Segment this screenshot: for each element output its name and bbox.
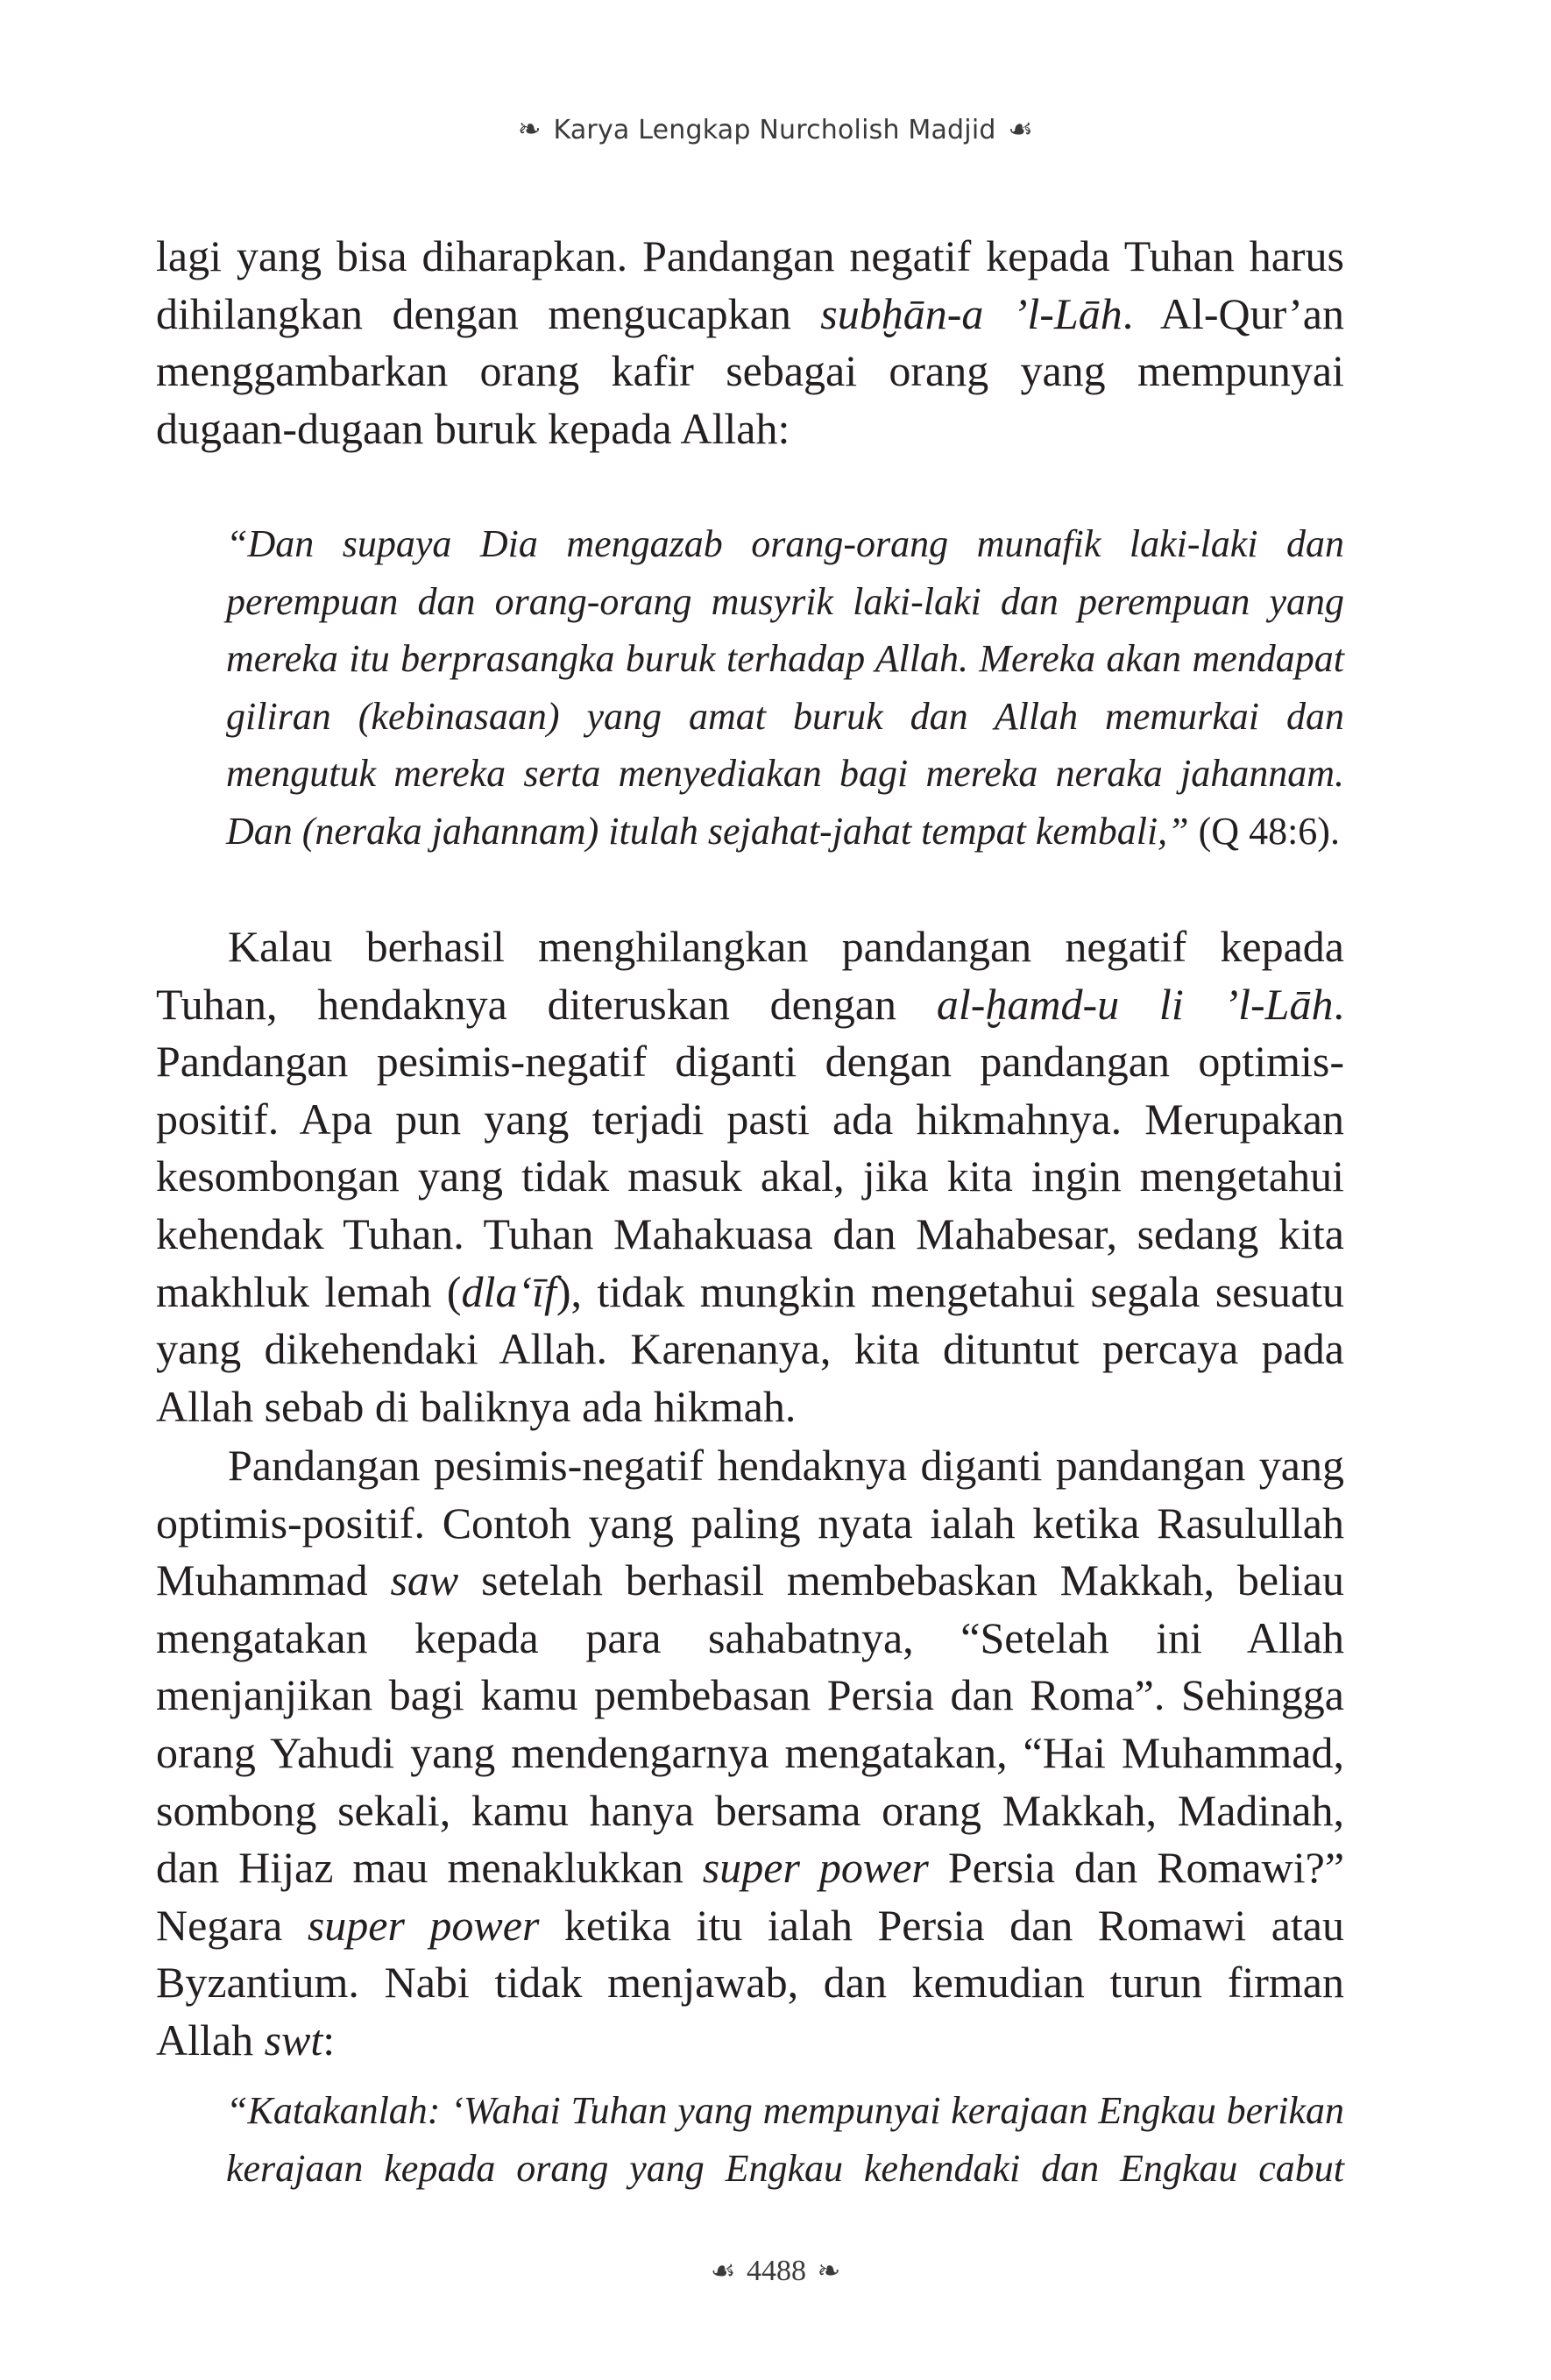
quote-text: “Dan supaya Dia mengazab orang-orang munafik laki-laki dan perempuan dan orang-orang musyrik laki-laki dan perempuan yang mereka itu berprasangka buruk terhadap Allah. Mereka akan mendapat giliran (kebinasaan) yang amat buruk dan Allah memurkai dan mengutuk mereka serta menyediakan bagi mereka neraka jahannam. Dan (neraka jahannam) itulah sejahat-jahat tempat kembali,” xyxy=(226,522,1344,853)
arabic-term: subḫān-a ’l-Lāh xyxy=(820,288,1123,338)
paragraph-text: lagi yang bisa diharapkan. Pandangan negatif kepada Tuhan harus dihilangkan dengan mengucapkan xyxy=(156,231,1344,338)
block-quote-1 xyxy=(226,515,1344,861)
page-folio xyxy=(0,2254,1551,2288)
page-number: 4488 xyxy=(746,2255,806,2287)
italic-term: super power xyxy=(307,1900,540,1950)
running-header xyxy=(0,112,1551,145)
paragraph-text: ketika itu ialah Persia dan Romawi atau Byzantium. Nabi tidak menjawab, dan kemudian turun firman Allah xyxy=(156,1900,1345,2065)
italic-term: super power xyxy=(702,1843,929,1893)
paragraph-text: . Al-Qur’an menggambarkan orang kafir sebagai orang yang mempunyai dugaan-dugaan buruk kepada Allah: xyxy=(156,288,1344,453)
paragraph-text: setelah berhasil membebaskan Makkah, beliau mengatakan kepada para sahabatnya, “Setelah ini Allah menjanjikan bagi kamu pembebasan Persia dan Roma”. Sehingga orang Yahudi yang mendengarnya mengatakan, “Hai Muhammad, sombong sekali, kamu hanya bersama orang Makkah, Madinah, dan Hijaz mau menaklukkan xyxy=(156,1555,1344,1893)
italic-term: swt xyxy=(264,2015,323,2065)
floral-ornament-icon: ☙ xyxy=(1008,112,1034,145)
quran-reference: (Q 48:6). xyxy=(1188,809,1340,853)
arabic-term: al-ḫamd-u li ’l-Lāh xyxy=(936,979,1334,1029)
paragraph-text: Persia dan Romawi?” Negara xyxy=(156,1843,1345,1950)
floral-ornament-icon: ❧ xyxy=(817,2255,841,2286)
paragraph-text: Pandangan pesimis-negatif hendaknya diganti pandangan yang optimis-positif. Contoh yang paling nyata ialah ketika Rasulullah Muhammad xyxy=(156,1441,1344,1605)
arabic-term: dla‘īf xyxy=(461,1266,556,1316)
book-title: Karya Lengkap Nurcholish Madjid xyxy=(553,115,996,145)
paragraph-text: . Pandangan pesimis-negatif diganti dengan pandangan optimis-positif. Apa pun yang terjadi pasti ada hikmahnya. Merupakan kesombongan yang tidak masuk akal, jika kita ingin mengetahui kehendak Tuhan. Tuhan Mahakuasa dan Mahabesar, sedang kita makhluk lemah ( xyxy=(156,979,1344,1316)
paragraph-text: : xyxy=(322,2015,336,2065)
paragraph-3 xyxy=(156,1437,1344,2070)
floral-ornament-icon: ☙ xyxy=(710,2255,736,2286)
floral-ornament-icon: ❧ xyxy=(517,112,542,145)
quote-text: “Katakanlah: ‘Wahai Tuhan yang mempunyai kerajaan Engkau berikan kerajaan kepada orang yang Engkau kehendaki dan Engkau cabut xyxy=(226,2089,1344,2190)
paragraph-text: ), tidak mungkin mengetahui segala sesuatu yang dikehendaki Allah. Karenanya, kita dituntut percaya pada Allah sebab di baliknya ada hikmah. xyxy=(156,1266,1345,1431)
block-quote-2 xyxy=(226,2082,1344,2197)
paragraph-1 xyxy=(156,228,1344,457)
paragraph-text: Kalau berhasil menghilangkan pandangan negatif kepada Tuhan, hendaknya diteruskan dengan xyxy=(156,922,1344,1029)
italic-term: saw xyxy=(390,1555,459,1605)
paragraph-2 xyxy=(156,918,1344,1435)
